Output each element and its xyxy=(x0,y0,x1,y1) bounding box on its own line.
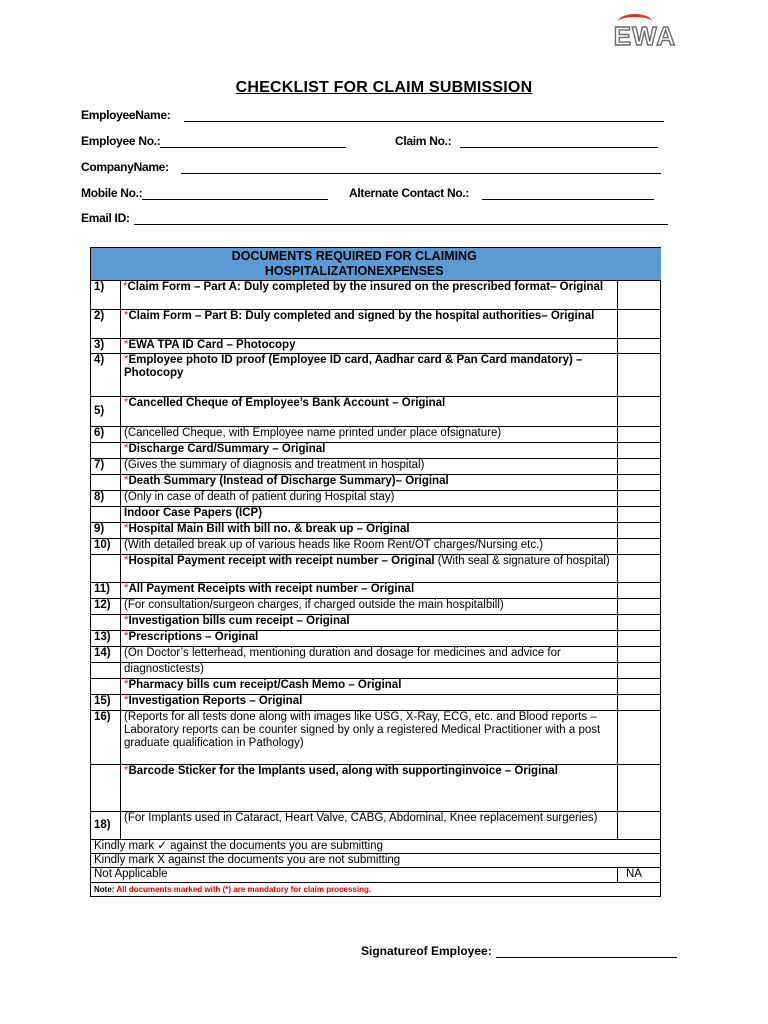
document-name: Hospital Payment receipt with receipt number – Original xyxy=(128,555,435,567)
row-number: 11) xyxy=(91,583,121,599)
checkbox-cell[interactable] xyxy=(618,539,661,555)
row-description xyxy=(121,491,618,507)
row-number: 12) xyxy=(91,599,121,615)
row-description xyxy=(121,427,618,443)
employee-name-line[interactable] xyxy=(184,110,664,122)
document-name: Claim Form – Part A: Duly completed by the insured on the prescribed format– Original xyxy=(127,281,604,293)
claim-no-field[interactable] xyxy=(395,134,658,148)
table-row xyxy=(91,310,661,339)
document-name: Cancelled Cheque of Employee’s Bank Account – Original xyxy=(128,397,446,409)
employee-no-line[interactable] xyxy=(160,136,346,148)
document-name: EWA TPA ID Card – Photocopy xyxy=(128,339,296,351)
row-number xyxy=(91,679,121,695)
document-name: Claim Form – Part B: Duly completed and signed by the hospital authorities– Original xyxy=(128,310,595,322)
table-row xyxy=(91,491,661,507)
mandatory-asterisk: * xyxy=(124,443,129,455)
row-description xyxy=(121,679,618,695)
row-description xyxy=(121,281,618,310)
mobile-no-field[interactable] xyxy=(81,186,328,200)
table-row xyxy=(91,765,661,812)
row-description xyxy=(121,663,618,679)
checkbox-cell[interactable] xyxy=(618,812,661,840)
not-applicable-row xyxy=(91,868,661,882)
checkbox-cell[interactable] xyxy=(618,599,661,615)
note-row xyxy=(91,882,661,896)
document-name: Indoor Case Papers (ICP) xyxy=(124,507,263,519)
page-title: CHECKLIST FOR CLAIM SUBMISSION xyxy=(235,79,533,96)
mandatory-asterisk: * xyxy=(124,615,129,627)
mandatory-asterisk: * xyxy=(124,555,129,567)
company-name-label: CompanyName: xyxy=(81,160,169,174)
document-name: Death Summary (Instead of Discharge Summary)– Original xyxy=(128,475,449,487)
row-description xyxy=(121,711,618,765)
document-name: Investigation bills cum receipt – Original xyxy=(128,615,350,627)
email-id-line[interactable] xyxy=(134,213,668,225)
row-number: 8) xyxy=(91,491,121,507)
mandatory-asterisk: * xyxy=(124,354,129,366)
signature-line[interactable] xyxy=(496,945,677,958)
row-number xyxy=(91,555,121,583)
alternate-contact-label: Alternate Contact No.: xyxy=(349,186,470,200)
checkbox-cell[interactable] xyxy=(618,695,661,711)
checkbox-cell[interactable] xyxy=(618,491,661,507)
document-detail: (With seal & signature of hospital) xyxy=(434,555,610,567)
table-row xyxy=(91,339,661,354)
table-row xyxy=(91,475,661,491)
document-name: Employee photo ID proof (Employee ID card, Aadhar card & Pan Card mandatory) – Photocopy xyxy=(124,354,583,380)
table-row xyxy=(91,397,661,427)
row-number: 2) xyxy=(91,310,121,339)
mandatory-asterisk: * xyxy=(124,397,129,409)
row-number: 5) xyxy=(91,397,121,427)
checkbox-cell[interactable] xyxy=(618,443,661,459)
mandatory-asterisk: * xyxy=(124,631,129,643)
alternate-contact-line[interactable] xyxy=(482,188,654,200)
note-text: All documents marked with (*) are mandatory for claim processing. xyxy=(114,884,372,894)
row-number xyxy=(91,443,121,459)
row-description xyxy=(121,812,618,840)
table-row xyxy=(91,539,661,555)
employee-name-field[interactable] xyxy=(81,108,664,122)
table-header: DOCUMENTS REQUIRED FOR CLAIMING HOSPITALIZATIONEXPENSES xyxy=(91,248,618,281)
checkbox-cell[interactable] xyxy=(618,765,661,812)
checkbox-cell[interactable] xyxy=(618,679,661,695)
mark-tick-row xyxy=(91,840,661,854)
employee-name-label: EmployeeName: xyxy=(81,108,171,122)
table-row xyxy=(91,615,661,631)
company-name-field[interactable] xyxy=(81,160,661,174)
table-row xyxy=(91,583,661,599)
signature-field[interactable] xyxy=(361,944,677,958)
document-name: Barcode Sticker for the Implants used, along with supportinginvoice – Original xyxy=(128,765,558,777)
row-description xyxy=(121,475,618,491)
table-row xyxy=(91,507,661,523)
mobile-no-line[interactable] xyxy=(142,188,328,200)
note-cell xyxy=(91,882,661,896)
document-name: Prescriptions – Original xyxy=(128,631,259,643)
checkbox-cell[interactable] xyxy=(618,555,661,583)
checkbox-cell[interactable] xyxy=(618,459,661,475)
row-description xyxy=(121,354,618,397)
document-detail: (Cancelled Cheque, with Employee name printed under place ofsignature) xyxy=(124,427,502,439)
document-name: Discharge Card/Summary – Original xyxy=(128,443,326,455)
table-row xyxy=(91,443,661,459)
mark-tick-text: Kindly mark ✓ against the documents you are submitting xyxy=(91,840,661,854)
row-description xyxy=(121,615,618,631)
checkbox-cell[interactable] xyxy=(618,647,661,663)
table-row xyxy=(91,631,661,647)
row-number: 16) xyxy=(91,711,121,765)
row-number: 15) xyxy=(91,695,121,711)
table-row xyxy=(91,695,661,711)
mandatory-asterisk: * xyxy=(124,679,129,691)
document-name: All Payment Receipts with receipt number – Original xyxy=(128,583,415,595)
mandatory-asterisk: * xyxy=(124,475,129,487)
mobile-no-label: Mobile No.: xyxy=(81,186,143,200)
document-detail: (Reports for all tests done along with images like USG, X-Ray, ECG, etc. and Blood reports – Laboratory reports can be counter signed by only a registered Medical Practitioner with a post graduate qualification in Pathology) xyxy=(124,711,601,750)
mandatory-asterisk: * xyxy=(124,695,129,707)
row-number xyxy=(91,663,121,679)
checkbox-cell[interactable] xyxy=(618,507,661,523)
table-row xyxy=(91,354,661,397)
signature-label: Signatureof Employee: xyxy=(361,944,492,958)
table-row xyxy=(91,599,661,615)
table-row xyxy=(91,647,661,663)
checkbox-cell[interactable] xyxy=(618,310,661,339)
mandatory-asterisk: * xyxy=(124,765,129,777)
checkbox-cell[interactable] xyxy=(618,281,661,310)
row-number: 4) xyxy=(91,354,121,397)
document-detail: diagnostictests) xyxy=(124,663,204,675)
document-detail: (For Implants used in Cataract, Heart Valve, CABG, Abdominal, Knee replacement surgeries) xyxy=(124,812,598,824)
row-description xyxy=(121,507,618,523)
row-number: 6) xyxy=(91,427,121,443)
email-id-field[interactable] xyxy=(81,211,668,225)
mandatory-asterisk: * xyxy=(123,281,128,293)
document-detail: (On Doctor’s letterhead, mentioning duration and dosage for medicines and advice for xyxy=(124,647,561,659)
document-name: Investigation Reports – Original xyxy=(128,695,303,707)
email-id-label: Email ID: xyxy=(81,211,130,225)
table-row xyxy=(91,711,661,765)
checkbox-cell[interactable] xyxy=(618,711,661,765)
row-description xyxy=(121,647,618,663)
table-row xyxy=(91,555,661,583)
mark-x-text: Kindly mark X against the documents you are not submitting xyxy=(91,854,661,868)
claim-no-label: Claim No.: xyxy=(395,134,452,148)
checkbox-cell[interactable] xyxy=(618,663,661,679)
row-description xyxy=(121,539,618,555)
company-logo xyxy=(614,22,676,50)
row-description xyxy=(121,459,618,475)
checkbox-cell[interactable] xyxy=(618,354,661,397)
document-detail: (With detailed break up of various heads like Room Rent/OT charges/Nursing etc.) xyxy=(124,539,544,551)
checkbox-cell[interactable] xyxy=(618,427,661,443)
mandatory-asterisk: * xyxy=(124,523,129,535)
checkbox-cell[interactable] xyxy=(618,397,661,427)
table-row xyxy=(91,679,661,695)
table-row xyxy=(91,281,661,310)
na-cell: NA xyxy=(618,868,661,882)
employee-no-label: Employee No.: xyxy=(81,134,161,148)
row-description xyxy=(121,310,618,339)
table-row xyxy=(91,427,661,443)
row-description xyxy=(121,523,618,539)
row-description xyxy=(121,397,618,427)
checkbox-cell[interactable] xyxy=(618,339,661,354)
row-number: 18) xyxy=(91,812,121,840)
row-description xyxy=(121,339,618,354)
employee-no-field[interactable] xyxy=(81,134,346,148)
row-description xyxy=(121,631,618,647)
company-name-line[interactable] xyxy=(181,162,661,174)
row-number xyxy=(91,507,121,523)
document-name: Hospital Main Bill with bill no. & break up – Original xyxy=(128,523,410,535)
mark-x-row xyxy=(91,854,661,868)
claim-no-line[interactable] xyxy=(460,136,658,148)
checkbox-cell[interactable] xyxy=(618,631,661,647)
document-detail: (For consultation/surgeon charges, if charged outside the main hospitalbill) xyxy=(124,599,504,611)
checkbox-cell[interactable] xyxy=(618,583,661,599)
mandatory-asterisk: * xyxy=(124,583,129,595)
documents-table xyxy=(90,247,661,897)
checkbox-cell[interactable] xyxy=(618,523,661,539)
table-row xyxy=(91,459,661,475)
row-description xyxy=(121,443,618,459)
row-number xyxy=(91,475,121,491)
table-row xyxy=(91,523,661,539)
row-description xyxy=(121,765,618,812)
table-header-row xyxy=(91,248,661,281)
row-number: 14) xyxy=(91,647,121,663)
row-description xyxy=(121,583,618,599)
document-name: Pharmacy bills cum receipt/Cash Memo – Original xyxy=(128,679,402,691)
row-number: 7) xyxy=(91,459,121,475)
row-number: 9) xyxy=(91,523,121,539)
row-description xyxy=(121,695,618,711)
row-number: 3) xyxy=(91,339,121,354)
table-row xyxy=(91,663,661,679)
table-header-blank xyxy=(618,248,661,281)
logo-text: EWA xyxy=(613,21,676,51)
row-number: 10) xyxy=(91,539,121,555)
row-number: 13) xyxy=(91,631,121,647)
document-detail: (Only in case of death of patient during Hospital stay) xyxy=(124,491,395,503)
checkbox-cell[interactable] xyxy=(618,475,661,491)
table-row xyxy=(91,812,661,840)
logo-swoosh xyxy=(618,14,652,29)
row-description xyxy=(121,599,618,615)
note-label: Note: xyxy=(94,884,115,894)
mandatory-asterisk: * xyxy=(124,339,129,351)
not-applicable-text: Not Applicable xyxy=(91,868,618,882)
checkbox-cell[interactable] xyxy=(618,615,661,631)
row-number: 1) xyxy=(91,281,121,310)
row-description xyxy=(121,555,618,583)
row-number xyxy=(91,765,121,812)
document-detail: (Gives the summary of diagnosis and treatment in hospital) xyxy=(124,459,425,471)
row-number xyxy=(91,615,121,631)
alternate-contact-field[interactable] xyxy=(349,186,654,200)
mandatory-asterisk: * xyxy=(124,310,129,322)
